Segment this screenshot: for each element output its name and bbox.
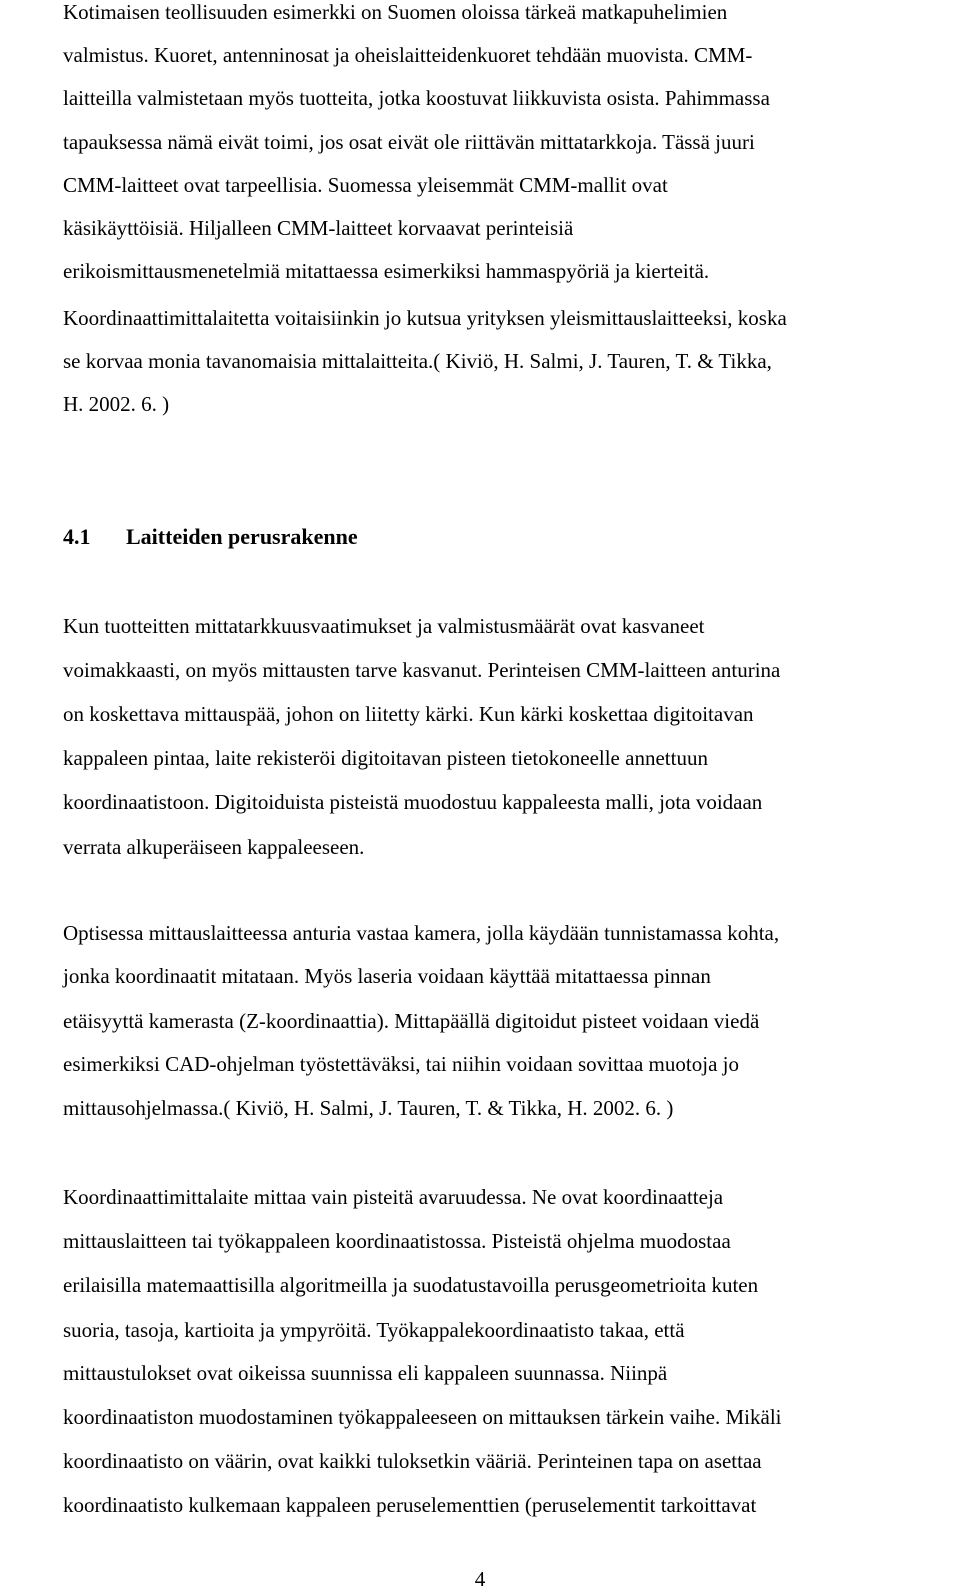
text-line: Kun tuotteitten mittatarkkuusvaatimukset ja valmistusmäärät ovat kasvaneet <box>63 614 705 638</box>
text-line: mittauslaitteen tai työkappaleen koordinaatistossa. Pisteistä ohjelma muodostaa <box>63 1229 731 1253</box>
text-line: koordinaatiston muodostaminen työkappaleeseen on mittauksen tärkein vaihe. Mikäli <box>63 1405 782 1429</box>
section-heading <box>63 524 358 550</box>
section-title: Laitteiden perusrakenne <box>126 524 358 549</box>
text-line: Koordinaattimittalaitetta voitaisiinkin jo kutsua yrityksen yleismittauslaitteeksi, koska <box>63 306 787 330</box>
section-number: 4.1 <box>63 524 91 549</box>
page-number: 4 <box>474 1567 486 1591</box>
text-line: esimerkiksi CAD-ohjelman työstettäväksi, tai niihin voidaan sovittaa muotoja jo <box>63 1052 739 1076</box>
text-line: koordinaatisto kulkemaan kappaleen peruselementtien (peruselementit tarkoittavat <box>63 1493 757 1517</box>
text-line: kappaleen pintaa, laite rekisteröi digitoitavan pisteen tietokoneelle annettuun <box>63 746 708 770</box>
text-line: CMM-laitteet ovat tarpeellisia. Suomessa yleisemmät CMM-mallit ovat <box>63 173 668 197</box>
text-line: voimakkaasti, on myös mittausten tarve kasvanut. Perinteisen CMM-laitteen anturina <box>63 658 781 682</box>
text-line: koordinaatistoon. Digitoiduista pisteistä muodostuu kappaleesta malli, jota voidaan <box>63 790 763 814</box>
text-line: se korvaa monia tavanomaisia mittalaitteita.( Kiviö, H. Salmi, J. Tauren, T. & Tikka, <box>63 349 772 373</box>
text-line: H. 2002. 6. ) <box>63 392 170 416</box>
text-line: erikoismittausmenetelmiä mitattaessa esimerkiksi hammaspyöriä ja kierteitä. <box>63 259 710 283</box>
text-line: etäisyyttä kamerasta (Z-koordinaattia). Mittapäällä digitoidut pisteet voidaan viedä <box>63 1009 760 1033</box>
text-line: tapauksessa nämä eivät toimi, jos osat eivät ole riittävän mittatarkkoja. Tässä juuri <box>63 130 755 154</box>
text-line: Optisessa mittauslaitteessa anturia vastaa kamera, jolla käydään tunnistamassa kohta, <box>63 921 780 945</box>
text-line: Koordinaattimittalaite mittaa vain pisteitä avaruudessa. Ne ovat koordinaatteja <box>63 1185 724 1209</box>
text-line: laitteilla valmistetaan myös tuotteita, jotka koostuvat liikkuvista osista. Pahimmassa <box>63 86 770 110</box>
text-line: käsikäyttöisiä. Hiljalleen CMM-laitteet korvaavat perinteisiä <box>63 216 574 240</box>
text-line: mittaustulokset ovat oikeissa suunnissa eli kappaleen suunnassa. Niinpä <box>63 1361 668 1385</box>
text-line: koordinaatisto on väärin, ovat kaikki tuloksetkin vääriä. Perinteinen tapa on asettaa <box>63 1449 762 1473</box>
text-line: suoria, tasoja, kartioita ja ympyröitä. Työkappalekoordinaatisto takaa, että <box>63 1318 685 1342</box>
text-line: Kotimaisen teollisuuden esimerkki on Suomen oloissa tärkeä matkapuhelimien <box>63 0 728 24</box>
text-line: on koskettava mittauspää, johon on liitetty kärki. Kun kärki koskettaa digitoitavan <box>63 702 754 726</box>
text-line: verrata alkuperäiseen kappaleeseen. <box>63 835 365 859</box>
text-line: valmistus. Kuoret, antenninosat ja oheislaitteidenkuoret tehdään muovista. CMM- <box>63 43 753 67</box>
text-line: jonka koordinaatit mitataan. Myös laseria voidaan käyttää mitattaessa pinnan <box>63 964 711 988</box>
text-line: mittausohjelmassa.( Kiviö, H. Salmi, J. Tauren, T. & Tikka, H. 2002. 6. ) <box>63 1096 674 1120</box>
text-line: erilaisilla matemaattisilla algoritmeilla ja suodatustavoilla perusgeometrioita kuten <box>63 1273 759 1297</box>
